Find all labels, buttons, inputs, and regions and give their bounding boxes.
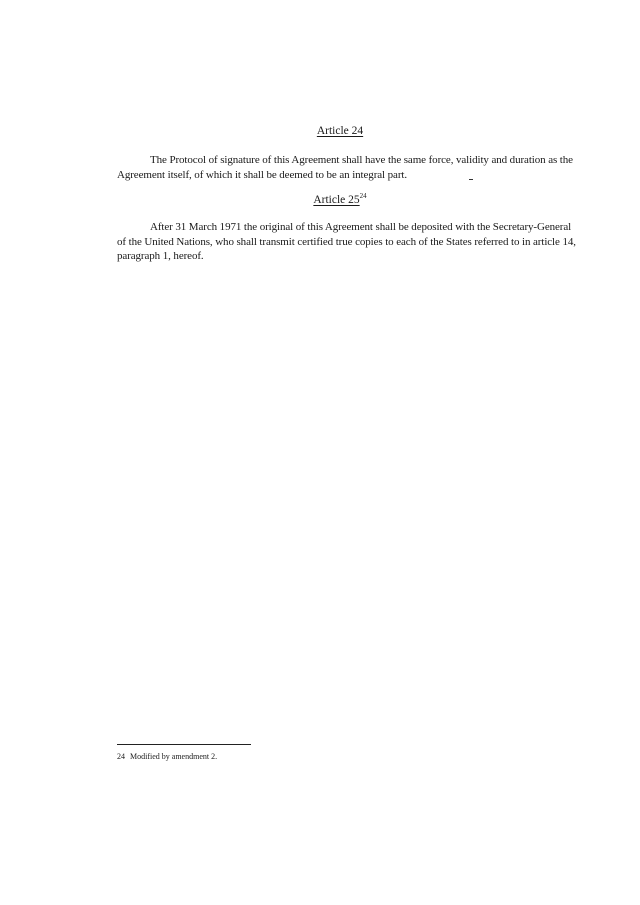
- article-24-text: The Protocol of signature of this Agreement shall have the same force, validity and duration as the Agreement itself, of which it shall be deemed to be an integral part.: [117, 154, 573, 181]
- footnote: [117, 752, 217, 762]
- article-25-paragraph: [117, 220, 577, 264]
- scan-mark: [469, 179, 473, 180]
- footnote-reference[interactable]: 24: [359, 192, 367, 200]
- article-24-heading: [0, 125, 640, 137]
- footnote-separator: [117, 744, 251, 745]
- footnote-text: Modified by amendment 2.: [130, 752, 218, 761]
- article-24-heading-text: Article 24: [316, 125, 364, 137]
- article-25-text: After 31 March 1971 the original of this Agreement shall be deposited with the Secretary-General of the United Nations, who shall transmit certified true copies to each of the States referred to in article 14, paragraph 1, hereof.: [117, 221, 576, 262]
- article-24-paragraph: [117, 153, 577, 182]
- article-25-heading-text: Article 25: [313, 194, 360, 206]
- article-25-heading: [0, 192, 640, 206]
- footnote-number: 24: [117, 752, 125, 761]
